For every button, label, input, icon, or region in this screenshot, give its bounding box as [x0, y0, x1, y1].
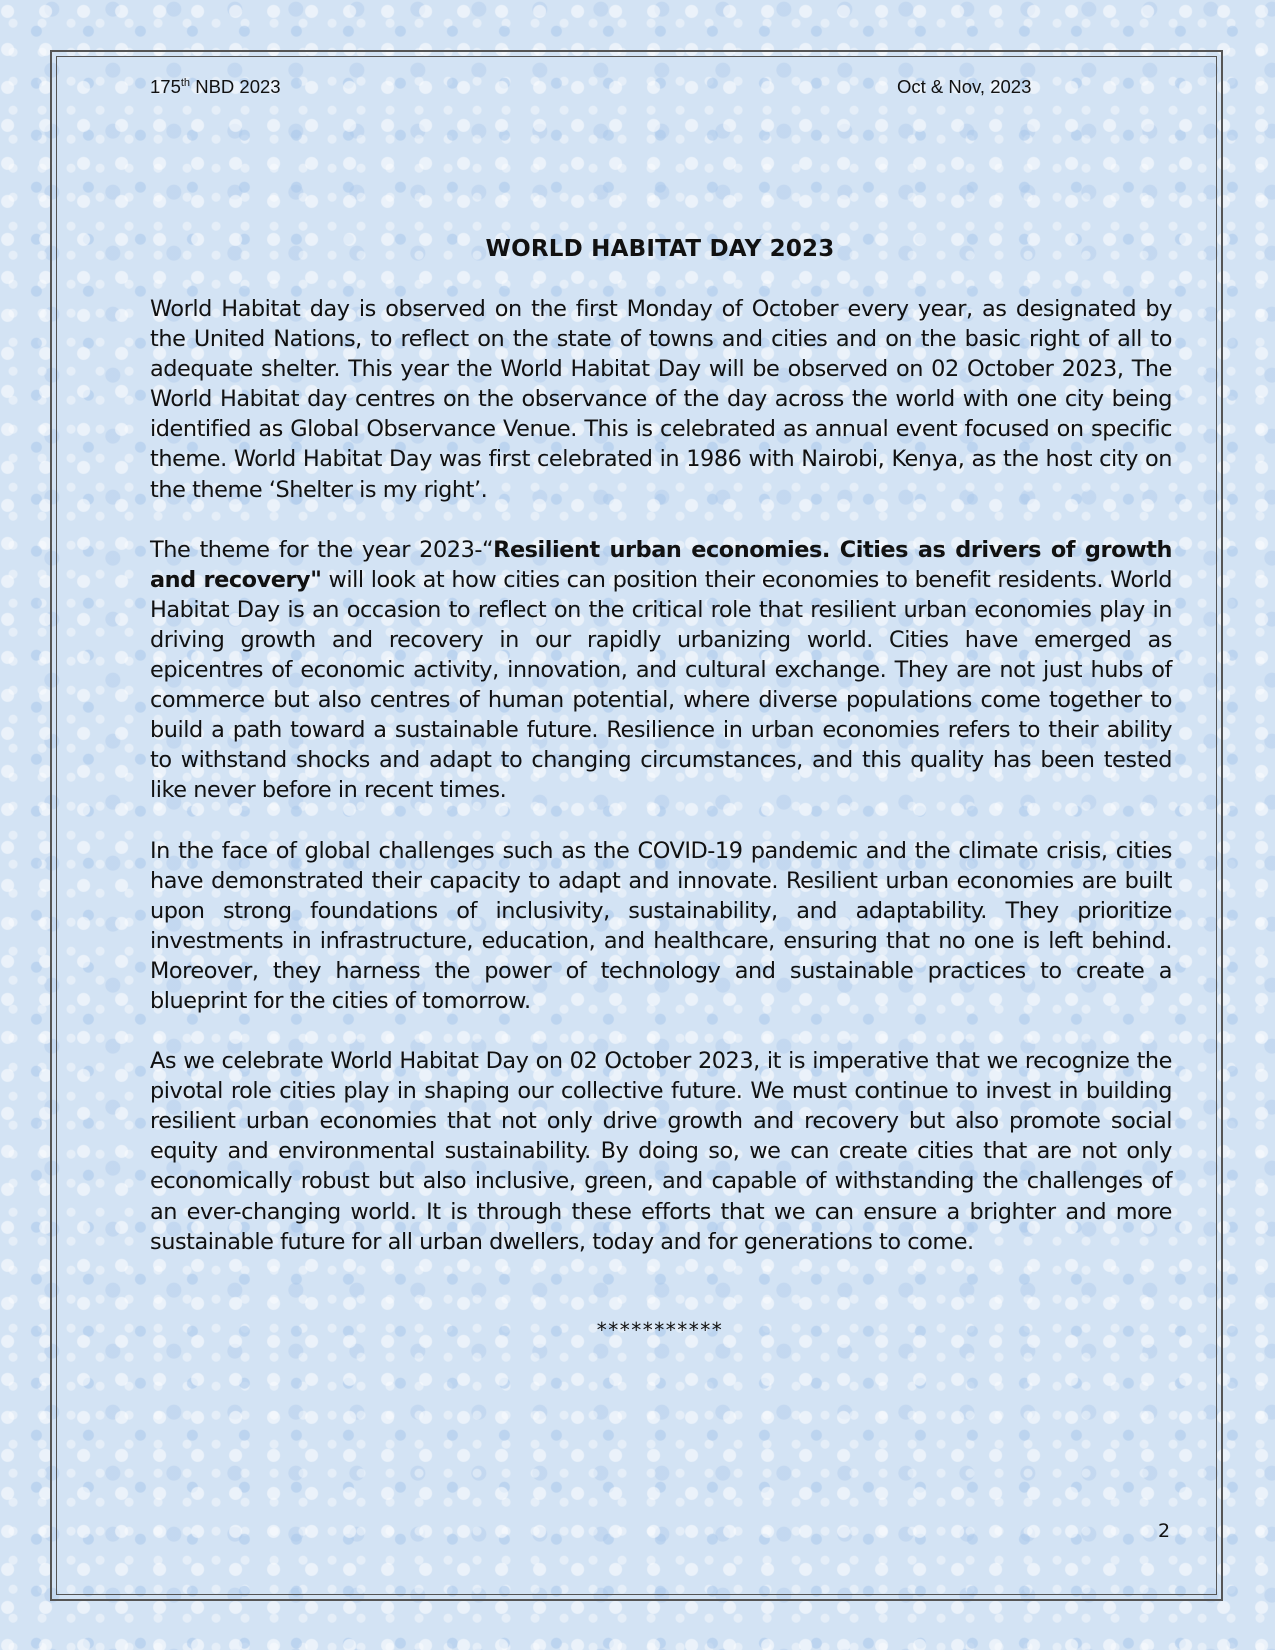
paragraph-2-intro: The theme for the year 2023-“ — [150, 536, 494, 563]
paragraph-2-rest: will look at how cities can position their economies to benefit residents. World Habitat Day is an occasion to reflect on the critical role that resilient urban economies play in driving growth and recovery in our rapidly urbanizing world. Cities have emerged as epicentres of economic activity, innovation, and cultural exchange. They are not just hubs of commerce but also centres of human potential, where diverse populations come together to build a path toward a sustainable future. Resilience in urban economies refers to their ability to withstand shocks and adapt to changing circumstances, and this quality has been tested like never before in recent times. — [150, 566, 1172, 804]
theme-text: Resilient urban economies. Cities as drivers of growth and recovery" — [150, 536, 1172, 593]
header-issue-number: 175 — [150, 76, 181, 97]
page-title: WORLD HABITAT DAY 2023 — [485, 236, 835, 262]
paragraph-2 — [150, 535, 1172, 806]
article-body — [150, 294, 1172, 1287]
header-date: Oct & Nov, 2023 — [897, 76, 1032, 97]
page-number: 2 — [1158, 1520, 1171, 1542]
header-issue-name: NBD 2023 — [190, 76, 281, 97]
section-separator: *********** — [596, 1318, 724, 1342]
paragraph-1: World Habitat day is observed on the first Monday of October every year, as designated by the United Nations, to reflect on the state of towns and cities and on the basic right of all to adequate shelter. This year the World Habitat Day will be observed on 02 October 2023, The World Habitat day centres on the observance of the day across the world with one city being identified as Global Observance Venue. This is celebrated as annual event focused on specific theme. World Habitat Day was first celebrated in 1986 with Nairobi, Kenya, as the host city on the theme ‘Shelter is my right’. — [150, 296, 1172, 503]
paragraph-3: In the face of global challenges such as the COVID-19 pandemic and the climate crisis, cities have demonstrated their capacity to adapt and innovate. Resilient urban economies are built upon strong foundations of inclusivity, sustainability, and adaptability. They prioritize investments in infrastructure, education, and healthcare, ensuring that no one is left behind. Moreover, they harness the power of technology and sustainable practices to create a blueprint for the cities of tomorrow. — [150, 837, 1172, 1014]
paragraph-4: As we celebrate World Habitat Day on 02 October 2023, it is imperative that we recognize the pivotal role cities play in shaping our collective future. We must continue to invest in building resilient urban economies that not only drive growth and recovery but also promote social equity and environmental sustainability. By doing so, we can create cities that are not only economically robust but also inclusive, green, and capable of withstanding the challenges of an ever-changing world. It is through these efforts that we can ensure a brighter and more sustainable future for all urban dwellers, today and for generations to come. — [150, 1048, 1172, 1255]
header-issue-suffix: th — [180, 76, 191, 89]
header-issue — [150, 76, 281, 98]
